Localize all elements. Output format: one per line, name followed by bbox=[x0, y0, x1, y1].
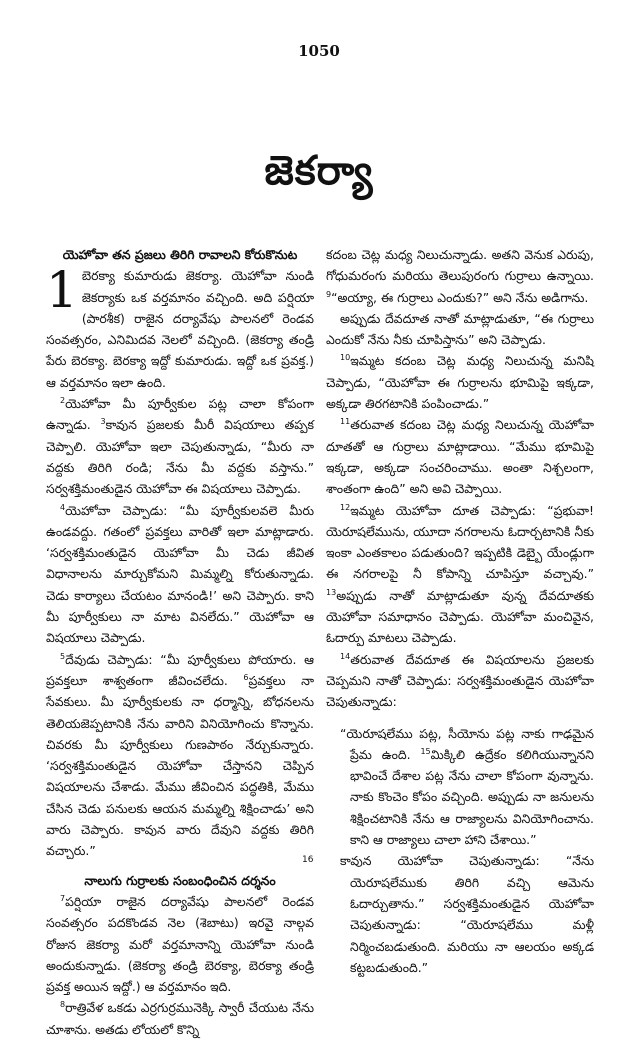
chapter-number: 1 bbox=[46, 261, 78, 320]
verse-text: తరువాత దేవదూత ఈ విషయాలను ప్రజలకు చెప్పమని నాతో చెప్పాడు: సర్వశక్తిమంతుడైన యెహోవా చెపుతున్నాడు: bbox=[326, 651, 594, 710]
verse-text: ఇమ్మట యెహోవా దూత చెప్పాడు: “ప్రభువా! యెరూషలేమును, యూదా నగరాలను ఓదార్చటానికి నీకు ఇంకా ఎంతకాలం పడుతుంది? ఇప్పటికి డెబ్బై యేండ్లుగా ఈ నగరాలపై నీ కోపాన్ని చూపిస్తూ వచ్చావు.” bbox=[326, 502, 594, 582]
verse-number: 12 bbox=[340, 502, 351, 512]
paragraph bbox=[46, 649, 314, 862]
verse-text: ఇమ్మట కదంబ చెట్ల మధ్య నిలుచున్న మనిషి చెప్పాడు, “యెహోవా ఈ గుర్రాలను భూమిపై ఇక్కడా, అక్కడా తిరగటానికి పంపించాడు.” bbox=[326, 353, 594, 412]
verse-text: కావున యెహోవా చెపుతున్నాడు: “నేను యెరూషలేముకు తిరిగి వచ్చి ఆమెను ఓదార్చుతాను.” సర్వశక్తిమంతుడైన యెహోవా చెపుతున్నాడు: “యెరూషలేము మళ్లీ నిర్మించబడుతుంది. మరియు నా ఆలయం అక్కడ కట్టబడుతుంది.” bbox=[340, 853, 594, 975]
verse-text: “యెరూషలేము పట్ల, సీయోను పట్ల నాకు గాఢమైన ప్రేమ ఉంది. bbox=[340, 725, 594, 762]
verse-number: 11 bbox=[340, 417, 351, 427]
section-heading: నాలుగు గుర్రాలకు సంబంధించిన దర్శనం bbox=[84, 872, 276, 888]
verse-text: యెహోవా చెప్పాడు: “మీ పూర్వీకులవలె మీరు ఉండవద్దు. గతంలో ప్రవక్తలు వారితో ఇలా మాట్లాడారు. ‘సర్వశక్తిమంతుడైన యెహోవా మీ చెడు జీవిత విధానాలను మార్చుకో bbox=[46, 502, 314, 582]
verse-number: 5 bbox=[60, 651, 66, 661]
paragraph bbox=[46, 261, 314, 393]
verse-number: 7 bbox=[60, 893, 66, 903]
verse-number: 2 bbox=[60, 395, 66, 405]
verse-number: 4 bbox=[60, 502, 66, 512]
paragraph bbox=[46, 393, 314, 499]
verse-text: అప్పుడు నాతో మాట్లాడుతూ వున్న దేవదూతకు యెహోవా సమాధానం చెప్పాడు. యెహోవా మంచివైన, ఓదార్పు మాటలు చెప్పాడు. bbox=[326, 587, 594, 646]
verse-text: అప్పుడు దేవదూత నాతో మాట్లాడుతూ, “ఈ గుర్రాలు ఎందుకో నేను నీకు చూపిస్తాను” అని చెప్పాడు. bbox=[326, 310, 594, 348]
book-title: జెకర్యా bbox=[264, 148, 374, 194]
paragraph bbox=[326, 244, 594, 308]
verse-text: “అయ్యా, ఈ గుర్రాలు ఎందుకు?” అని నేను అడిగాను. bbox=[331, 289, 589, 305]
verse-number: 10 bbox=[340, 353, 351, 363]
verse-number: 6 bbox=[243, 672, 249, 682]
paragraph bbox=[46, 891, 314, 997]
poetry-block bbox=[302, 723, 594, 979]
right-column bbox=[302, 244, 594, 978]
paragraph bbox=[326, 414, 594, 499]
paragraph bbox=[326, 500, 594, 649]
verse-text: ప్రవక్తలు నా సేవకులు. మీ పూర్వీకులకు నా ధర్మాన్ని, బోధనలను తెలియజెప్పటానికి నేను వారిని వినియోగించు కొన్నాను. చివరకు మీ పూర్వీకులు గుణపాఠం నేర్చుకున్నారు. ‘సర్వశక్తిమంతుడైన యెహోవా చేస్తానని చెప్పిన విషయాలను చేశాడు. మేము జీవించిన పద్ధతికి, మేము చేసిన చెడు పనులకు ఆయన మమ్మల్ని శిక్షించాడు’ అని వారు చెప్పారు. కావున వారు దేవుని వద్దకు తిరిగి వచ్చారు.” bbox=[46, 672, 314, 859]
paragraph bbox=[326, 308, 594, 351]
verse-number: 16 bbox=[302, 855, 314, 866]
verse-number: 8 bbox=[60, 1000, 66, 1010]
verse-text: మిక్కిలి ఉద్రేకం కలిగియున్నానని భావించే దేశాల పట్ల నేను చాలా కోపంగా వున్నాను. నాకు కొంచెం కోపం వచ్చింది. అప్పుడు నా జనులను శిక్షించటానికి నేను ఆ రాజ్యాలను వినియోగించాను. కాని ఆ రాజ్యాలు చాలా హాని చేశాయి.” bbox=[350, 746, 594, 848]
verse-text: కదంబ చెట్ల మధ్య నిలుచున్నాడు. అతని వెనుక ఎరుపు, గోధుమరంగు మరియు తెలుపురంగు గుర్రాలు ఉన్నాయి. bbox=[326, 247, 594, 284]
paragraph bbox=[326, 649, 594, 713]
verse-number: 13 bbox=[326, 587, 337, 597]
paragraph bbox=[326, 350, 594, 414]
verse-text: మని bbox=[156, 566, 179, 582]
verse-text: తరువాత కదంబ చెట్ల మధ్య నిలుచున్న యెహోవా దూతతో ఆ గుర్రాలు మాట్లాడాయి. “మేము భూమిపై ఇక్కడా, అక్కడా సంచరించాము. అంతా నిశ్చలంగా, శాంతంగా ఉంది” అని అవి చెప్పాయి. bbox=[326, 417, 594, 497]
paragraph bbox=[46, 997, 314, 1040]
verse-number: 14 bbox=[340, 651, 351, 661]
verse-number: 9 bbox=[326, 289, 332, 299]
verse-text: రాత్రివేళ ఒకడు ఎర్రగుర్రమునెక్కి స్వారీ చేయుట నేను చూశాను. అతడు లోయలో కొన్ని bbox=[46, 1000, 314, 1037]
chapter-heading: యెహోవా తన ప్రజలు తిరిగి రావాలని కోరుకొనుట bbox=[62, 247, 298, 262]
verse-number: 15 bbox=[420, 746, 431, 756]
verse-number: 3 bbox=[100, 417, 106, 427]
verse-text: దేవుడు చెప్పాడు: “మీ పూర్వీకులు పోయారు. ఆ ప్రవక్తలూ శాశ్వతంగా జీవించలేదు. bbox=[46, 651, 314, 688]
verse-text: కావున ప్రజలకు మీరీ విషయాలు తప్పక చెప్పాలి. యెహోవా ఇలా చెపుతున్నాడు, “మీరు నా వద్దకు తిరిగి రండి; నేను మీ వద్దకు వస్తాను.” సర్వశక్తిమంతుడైన యెహోవా ఈ విషయాలు చెప్పాడు. bbox=[46, 417, 314, 497]
verse-text: యెహోవా మీ పూర్వీకుల పట్ల చాలా కోపంగా ఉన్నాడు. bbox=[46, 396, 314, 433]
paragraph bbox=[46, 500, 314, 649]
left-column bbox=[46, 244, 314, 1040]
verse-text: పర్షియా రాజైన దర్యావేషు పాలనలో రెండవ సంవత్సరం పదకొండవ నెల (శెబాటు) ఇరవై నాల్గవ రోజున జెకర్యా మరో వర్తమానాన్ని యెహోవా నుండి అందుకున్నాడు. (జెకర్యా తండ్రి బెరక్యా, బెరక్యా తండ్రి ప్రవక్త అయిన ఇద్దో.) ఆ వర్తమానం ఇది. bbox=[46, 893, 314, 995]
page-number: 1050 bbox=[298, 42, 340, 60]
verse-text: మిమ్మల్ని కోరుతున్నాడు. చెడు కార్యాలు చేయటం మానండి!’ అని చెప్పారు. కాని మీ పూర్వీకులు నా మాట వినలేదు.” యెహోవా ఆ విషయాలు చెప్పాడు. bbox=[46, 566, 314, 646]
verse-text: బెరక్యా కుమారుడు జెకర్యా. యెహోవా నుండి జెకర్యాకు ఒక వర్తమానం వచ్చింది. అది పర్షియా (పారశీక) రాజైన దర్యావేషు పాలనలో రెండవ సంవత్సరం, ఎనిమిదవ నెలలో వచ్చింది. (జెకర్యా తండ్రి పేరు బెరక్యా. బెరక్యా ఇద్దో కుమారుడు. ఇద్దో ఒక ప్రవక్త.) ఆ వర్తమానం ఇలా ఉంది. bbox=[46, 268, 314, 390]
poetry-line bbox=[302, 850, 594, 978]
poetry-line bbox=[340, 723, 594, 851]
